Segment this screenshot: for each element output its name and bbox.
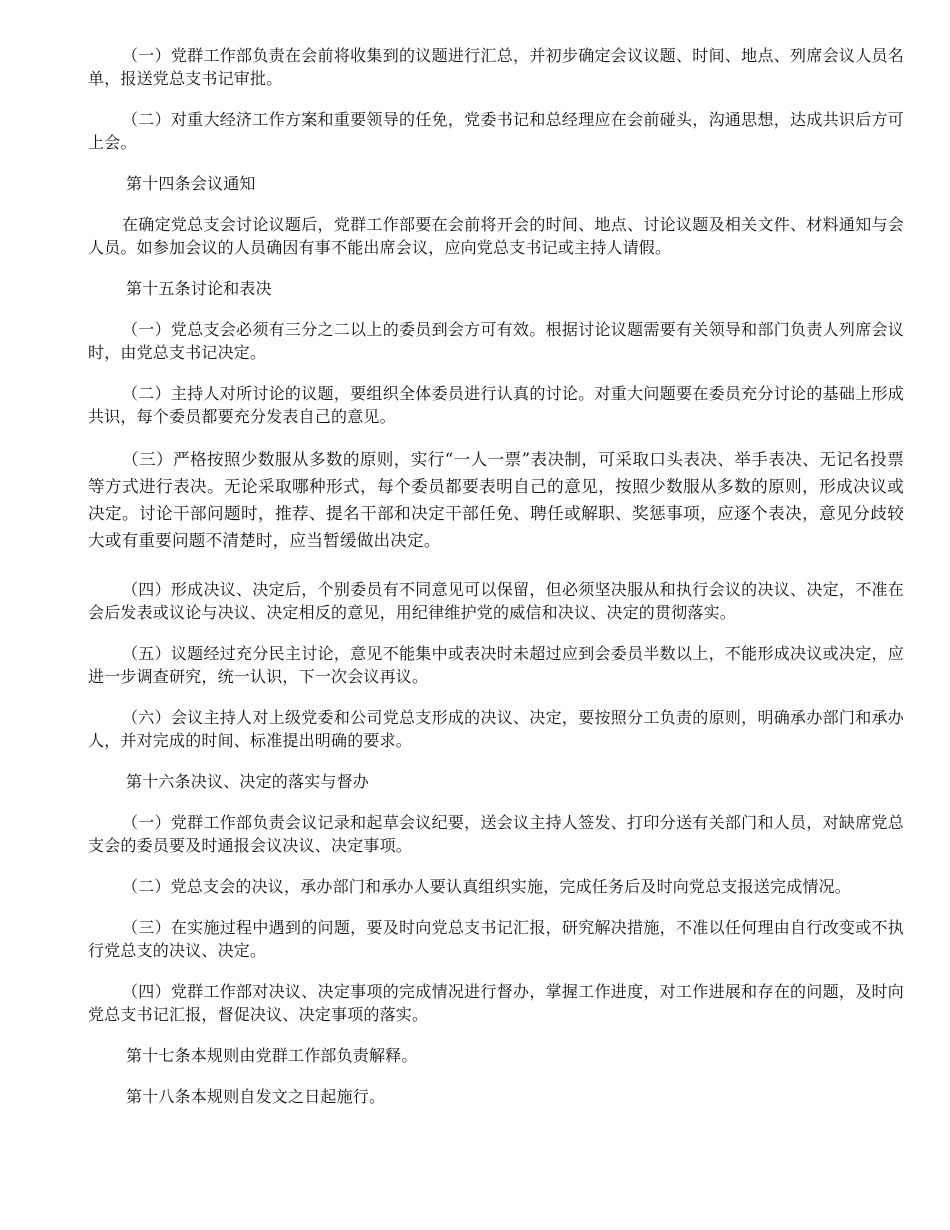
paragraph-item-5-undecided: （五）议题经过充分民主讨论，意见不能集中或表决时未超过应到会委员半数以上，不能形成决议或决定，应进一步调查研究，统一认识，下一次会议再议。 <box>88 644 904 686</box>
paragraph-item-1-minutes: （一）党群工作部负责会议记录和起草会议纪要，送会议主持人签发、打印分送有关部门和人员，对缺席党总支会的委员要及时通报会议决议、决定事项。 <box>88 813 904 855</box>
paragraph-meeting-notice: 在确定党总支会讨论议题后，党群工作部要在会前将开会的时间、地点、讨论议题及相关文件、材料通知与会人员。如参加会议的人员确因有事不能出席会议，应向党总支书记或主持人请假。 <box>88 215 904 257</box>
article-heading-18: 第十八条本规则自发文之日起施行。 <box>126 1087 386 1106</box>
paragraph-item-4-resolution: （四）形成决议、决定后，个别委员有不同意见可以保留，但必须坚决服从和执行会议的决议、决定，不准在会后发表或议论与决议、决定相反的意见，用纪律维护党的威信和决议、决定的贯彻落实。 <box>88 580 904 622</box>
document-page <box>88 44 904 1126</box>
paragraph-item-4-supervision: （四）党群工作部对决议、决定事项的完成情况进行督办，掌握工作进度，对工作进展和存在的问题，及时向党总支书记汇报，督促决议、决定事项的落实。 <box>88 982 904 1024</box>
paragraph-item-2-discussion: （二）主持人对所讨论的议题，要组织全体委员进行认真的讨论。对重大问题要在委员充分讨论的基础上形成共识，每个委员都要充分发表自己的意见。 <box>88 384 904 426</box>
article-heading-15: 第十五条讨论和表决 <box>126 279 272 298</box>
article-heading-16: 第十六条决议、决定的落实与督办 <box>126 772 370 791</box>
article-heading-17: 第十七条本规则由党群工作部负责解释。 <box>126 1046 418 1065</box>
article-heading-14: 第十四条会议通知 <box>126 174 256 193</box>
paragraph-item-1-quorum: （一）党总支会必须有三分之二以上的委员到会方可有效。根据讨论议题需要有关领导和部门负责人列席会议时，由党总支书记决定。 <box>88 320 904 362</box>
paragraph-item-1: （一）党群工作部负责在会前将收集到的议题进行汇总，并初步确定会议议题、时间、地点、列席会议人员名单，报送党总支书记审批。 <box>88 46 904 88</box>
paragraph-item-6-assignment: （六）会议主持人对上级党委和公司党总支形成的决议、决定，要按照分工负责的原则，明确承办部门和承办人，并对完成的时间、标准提出明确的要求。 <box>88 708 904 750</box>
paragraph-item-2-implementation: （二）党总支会的决议，承办部门和承办人要认真组织实施，完成任务后及时向党总支报送完成情况。 <box>122 877 852 896</box>
paragraph-item-3-problems: （三）在实施过程中遇到的问题，要及时向党总支书记汇报，研究解决措施，不准以任何理由自行改变或不执行党总支的决议、决定。 <box>88 918 904 960</box>
paragraph-item-3-voting: （三）严格按照少数服从多数的原则，实行“一人一票”表决制，可采取口头表决、举手表决、无记名投票等方式进行表决。无论采取哪种形式，每个委员都要表明自己的意见，按照少数服从多数的原则，形成决议或决定。讨论干部问题时，推荐、提名干部和决定干部任免、聘任或解职、奖惩事项，应逐个表决，意见分歧较大或有重要问题不清楚时，应当暂缓做出决定。 <box>88 450 904 550</box>
paragraph-item-2: （二）对重大经济工作方案和重要领导的任免，党委书记和总经理应在会前碰头，沟通思想，达成共识后方可上会。 <box>88 110 904 152</box>
